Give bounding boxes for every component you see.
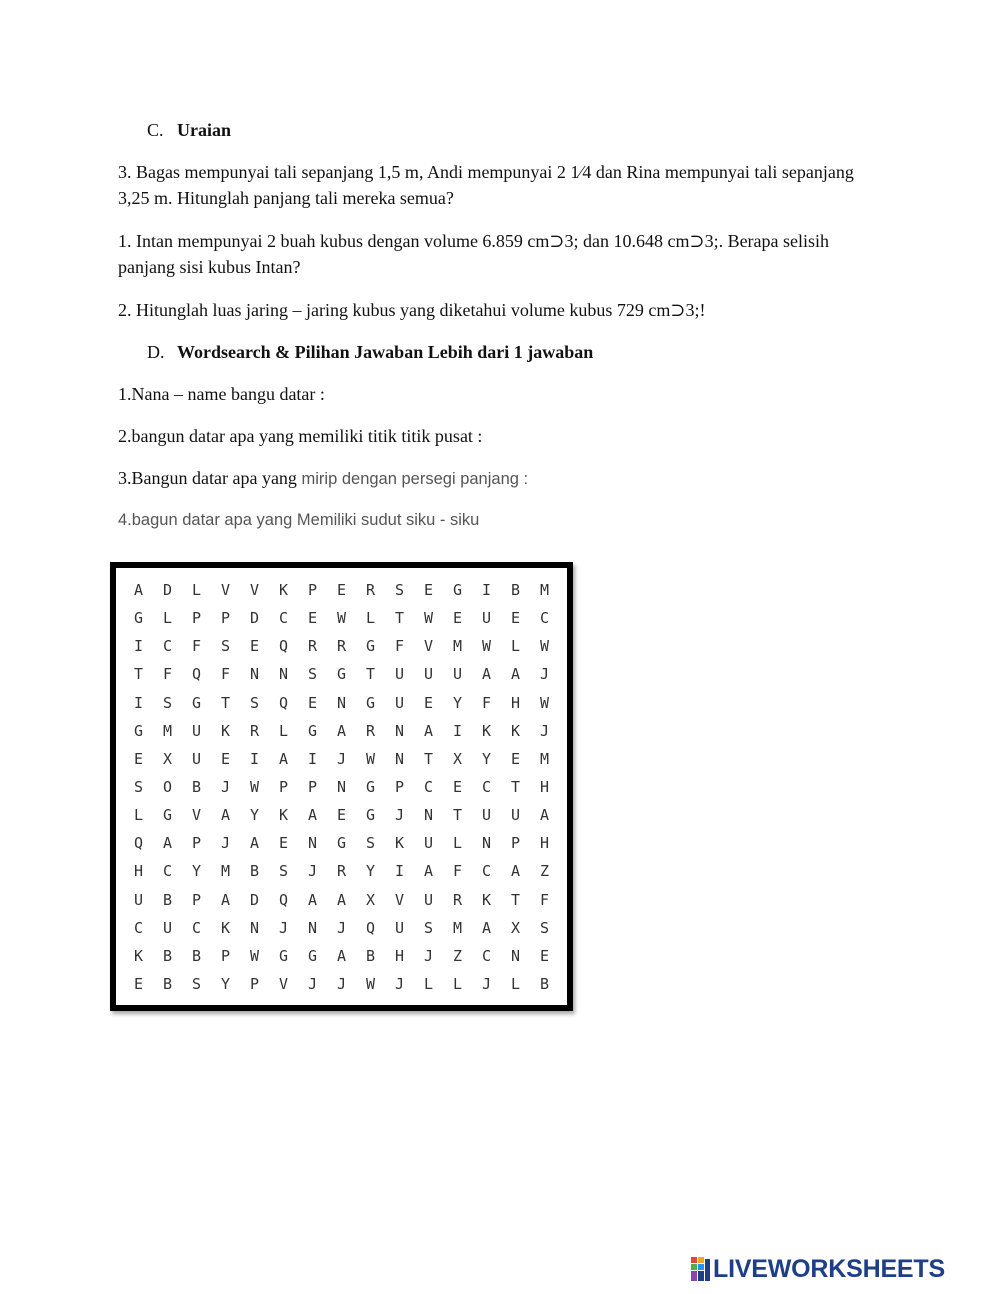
wordsearch-cell[interactable]: N xyxy=(307,918,318,937)
wordsearch-cell[interactable]: E xyxy=(452,777,463,796)
wordsearch-cell[interactable]: P xyxy=(191,834,202,853)
wordsearch-cell[interactable]: K xyxy=(481,890,492,909)
wordsearch-cell[interactable]: K xyxy=(220,918,231,937)
wordsearch-cell[interactable]: P xyxy=(191,890,202,909)
wordsearch-cell[interactable]: Y xyxy=(191,862,202,881)
wordsearch-cell[interactable]: B xyxy=(191,946,202,965)
wordsearch-cell[interactable]: S xyxy=(162,693,173,712)
wordsearch-cell[interactable]: E xyxy=(336,806,347,825)
wordsearch-cell[interactable]: S xyxy=(307,665,318,684)
wordsearch-cell[interactable]: J xyxy=(539,665,550,684)
wordsearch-cell[interactable]: W xyxy=(249,777,260,796)
wordsearch-cell[interactable]: F xyxy=(162,665,173,684)
wordsearch-cell[interactable]: E xyxy=(249,637,260,656)
wordsearch-cell[interactable]: R xyxy=(365,581,376,600)
liveworksheets-logo-text: LIVEWORKSHEETS xyxy=(713,1255,945,1283)
wordsearch-cell[interactable]: F xyxy=(191,637,202,656)
wordsearch-cell[interactable]: N xyxy=(394,721,405,740)
question-d-2: 2.bangun datar apa yang memiliki titik titik pusat : xyxy=(118,426,483,446)
wordsearch-cell[interactable]: G xyxy=(452,581,463,600)
wordsearch-cell[interactable]: S xyxy=(133,777,144,796)
wordsearch-cell[interactable]: I xyxy=(133,693,144,712)
wordsearch-cell[interactable]: A xyxy=(336,946,347,965)
wordsearch-cell[interactable]: W xyxy=(336,609,347,628)
wordsearch-cell[interactable]: I xyxy=(481,581,492,600)
wordsearch-cell[interactable]: A xyxy=(423,862,434,881)
wordsearch-cell[interactable]: L xyxy=(510,637,521,656)
wordsearch-cell[interactable]: A xyxy=(481,918,492,937)
wordsearch-cell[interactable]: E xyxy=(423,693,434,712)
wordsearch-cell[interactable]: K xyxy=(278,581,289,600)
wordsearch-cell[interactable]: Z xyxy=(452,946,463,965)
wordsearch-cell[interactable]: A xyxy=(249,834,260,853)
wordsearch-cell[interactable]: A xyxy=(220,890,231,909)
wordsearch-cell[interactable]: E xyxy=(510,609,521,628)
wordsearch-cell[interactable]: G xyxy=(278,946,289,965)
wordsearch-cell[interactable]: R xyxy=(365,721,376,740)
wordsearch-cell[interactable]: U xyxy=(162,918,173,937)
wordsearch-cell[interactable]: X xyxy=(162,749,173,768)
wordsearch-cell[interactable]: N xyxy=(307,834,318,853)
wordsearch-cell[interactable]: N xyxy=(394,749,405,768)
wordsearch-cell[interactable]: S xyxy=(539,918,550,937)
wordsearch-cell[interactable]: N xyxy=(249,918,260,937)
wordsearch-cell[interactable]: U xyxy=(133,890,144,909)
wordsearch-cell[interactable]: M xyxy=(539,749,550,768)
wordsearch-cell[interactable]: J xyxy=(336,749,347,768)
wordsearch-cell[interactable]: G xyxy=(133,721,144,740)
question-d-3 xyxy=(118,465,858,492)
wordsearch-cell[interactable]: F xyxy=(452,862,463,881)
wordsearch-cell[interactable]: G xyxy=(336,834,347,853)
wordsearch-cell[interactable]: M xyxy=(539,581,550,600)
wordsearch-cell[interactable]: R xyxy=(452,890,463,909)
wordsearch-cell[interactable]: B xyxy=(365,946,376,965)
wordsearch-cell[interactable]: T xyxy=(452,806,463,825)
wordsearch-cell[interactable]: S xyxy=(394,581,405,600)
wordsearch-cell[interactable]: B xyxy=(191,777,202,796)
wordsearch-cell[interactable]: A xyxy=(336,890,347,909)
liveworksheets-logo xyxy=(691,1255,945,1283)
wordsearch-cell[interactable]: J xyxy=(481,974,492,993)
wordsearch-cell[interactable]: A xyxy=(510,665,521,684)
question-c-2: 1. Intan mempunyai 2 buah kubus dengan volume 6.859 cm⊃3; dan 10.648 cm⊃3;. Berapa selisih panjang sisi kubus Intan? xyxy=(118,231,830,277)
wordsearch-cell[interactable]: P xyxy=(191,609,202,628)
wordsearch-cell[interactable]: Y xyxy=(220,974,231,993)
wordsearch-cell[interactable]: L xyxy=(510,974,521,993)
wordsearch-cell[interactable]: S xyxy=(249,693,260,712)
wordsearch-cell[interactable]: V xyxy=(191,806,202,825)
wordsearch-cell[interactable]: D xyxy=(249,609,260,628)
wordsearch-cell[interactable]: H xyxy=(539,834,550,853)
wordsearch-cell[interactable]: P xyxy=(510,834,521,853)
wordsearch-cell[interactable]: Y xyxy=(481,749,492,768)
wordsearch-cell[interactable]: E xyxy=(452,609,463,628)
wordsearch-cell[interactable]: N xyxy=(481,834,492,853)
wordsearch-cell[interactable]: C xyxy=(278,609,289,628)
wordsearch-cell[interactable]: U xyxy=(423,834,434,853)
wordsearch-cell[interactable]: M xyxy=(452,918,463,937)
wordsearch-cell[interactable]: I xyxy=(133,637,144,656)
wordsearch-cell[interactable]: K xyxy=(510,721,521,740)
wordsearch-cell[interactable]: C xyxy=(162,862,173,881)
wordsearch-cell[interactable]: T xyxy=(510,777,521,796)
wordsearch-cell[interactable]: K xyxy=(394,834,405,853)
wordsearch-cell[interactable]: K xyxy=(481,721,492,740)
wordsearch-cell[interactable]: P xyxy=(220,946,231,965)
question-c-3: 2. Hitunglah luas jaring – jaring kubus yang diketahui volume kubus 729 cm⊃3;! xyxy=(118,300,706,320)
wordsearch-cell[interactable]: G xyxy=(133,609,144,628)
wordsearch-cell[interactable]: Y xyxy=(365,862,376,881)
wordsearch-cell[interactable]: M xyxy=(220,862,231,881)
wordsearch-cell[interactable]: P xyxy=(249,974,260,993)
wordsearch-cell[interactable]: E xyxy=(133,749,144,768)
wordsearch-cell[interactable]: U xyxy=(191,721,202,740)
wordsearch-cell[interactable]: T xyxy=(394,609,405,628)
wordsearch-cell[interactable]: W xyxy=(365,974,376,993)
section-c-title: Uraian xyxy=(177,120,231,140)
wordsearch-cell[interactable]: S xyxy=(191,974,202,993)
wordsearch-cell[interactable]: G xyxy=(365,806,376,825)
wordsearch-cell[interactable]: K xyxy=(220,721,231,740)
wordsearch-cell[interactable]: W xyxy=(481,637,492,656)
wordsearch-cell[interactable]: J xyxy=(307,862,318,881)
wordsearch-cell[interactable]: U xyxy=(191,749,202,768)
wordsearch-cell[interactable]: E xyxy=(220,749,231,768)
wordsearch-cell[interactable]: E xyxy=(423,581,434,600)
wordsearch-cell[interactable]: V xyxy=(220,581,231,600)
section-d-letter: D. xyxy=(147,342,165,362)
wordsearch-cell[interactable]: W xyxy=(423,609,434,628)
wordsearch-cell[interactable]: S xyxy=(278,862,289,881)
wordsearch-cell[interactable]: U xyxy=(394,665,405,684)
wordsearch-cell[interactable]: G xyxy=(307,721,318,740)
wordsearch-cell[interactable]: X xyxy=(510,918,521,937)
wordsearch-cell[interactable]: U xyxy=(452,665,463,684)
wordsearch-cell[interactable]: F xyxy=(394,637,405,656)
question-d-3-sans: mirip dengan persegi panjang : xyxy=(296,470,529,488)
section-d-heading xyxy=(147,339,887,365)
wordsearch-cell[interactable]: Q xyxy=(191,665,202,684)
wordsearch-cell[interactable]: I xyxy=(394,862,405,881)
wordsearch-cell[interactable]: A xyxy=(336,721,347,740)
wordsearch-cell[interactable]: U xyxy=(510,806,521,825)
wordsearch-cell[interactable]: Q xyxy=(278,693,289,712)
wordsearch-cell[interactable]: H xyxy=(539,777,550,796)
wordsearch-cell[interactable]: N xyxy=(423,806,434,825)
wordsearch-cell[interactable]: C xyxy=(191,918,202,937)
wordsearch-cell[interactable]: J xyxy=(394,974,405,993)
section-d-title: Wordsearch & Pilihan Jawaban Lebih dari 1 jawaban xyxy=(177,342,594,362)
wordsearch-cell[interactable]: L xyxy=(278,721,289,740)
wordsearch-cell[interactable]: J xyxy=(307,974,318,993)
wordsearch-cell[interactable]: T xyxy=(365,665,376,684)
wordsearch-cell[interactable]: R xyxy=(336,862,347,881)
wordsearch-cell[interactable]: F xyxy=(220,665,231,684)
wordsearch-cell[interactable]: S xyxy=(365,834,376,853)
wordsearch-cell[interactable]: J xyxy=(336,974,347,993)
wordsearch-cell[interactable]: A xyxy=(220,806,231,825)
wordsearch-cell[interactable]: L xyxy=(133,806,144,825)
wordsearch-cell[interactable]: B xyxy=(510,581,521,600)
wordsearch-cell[interactable]: A xyxy=(307,806,318,825)
wordsearch-cell[interactable]: Y xyxy=(452,693,463,712)
wordsearch-cell[interactable]: W xyxy=(249,946,260,965)
wordsearch-cell[interactable]: P xyxy=(220,609,231,628)
wordsearch-cell[interactable]: C xyxy=(481,946,492,965)
wordsearch-cell[interactable]: E xyxy=(133,974,144,993)
wordsearch-cell[interactable]: A xyxy=(133,581,144,600)
wordsearch-cell[interactable]: A xyxy=(481,665,492,684)
wordsearch-cell[interactable]: J xyxy=(394,806,405,825)
question-d-1: 1.Nana – name bangu datar : xyxy=(118,384,325,404)
wordsearch-cell[interactable]: C xyxy=(133,918,144,937)
question-d-4: 4.bagun datar apa yang Memiliki sudut siku - siku xyxy=(118,511,480,529)
question-d-3-serif: 3.Bangun datar apa yang xyxy=(118,468,297,488)
wordsearch-cell[interactable]: G xyxy=(365,693,376,712)
wordsearch-cell[interactable]: W xyxy=(539,637,550,656)
wordsearch-cell[interactable]: F xyxy=(481,693,492,712)
wordsearch-cell[interactable]: S xyxy=(423,918,434,937)
wordsearch-cell[interactable]: R xyxy=(336,637,347,656)
wordsearch-cell[interactable]: Q xyxy=(278,637,289,656)
wordsearch-cell[interactable]: F xyxy=(539,890,550,909)
wordsearch-cell[interactable]: L xyxy=(191,581,202,600)
wordsearch-cell[interactable]: A xyxy=(423,721,434,740)
wordsearch-cell[interactable]: P xyxy=(307,581,318,600)
section-c-heading xyxy=(147,117,887,143)
wordsearch-cell[interactable]: E xyxy=(539,946,550,965)
wordsearch-cell[interactable]: A xyxy=(510,862,521,881)
wordsearch-cell[interactable]: O xyxy=(162,777,173,796)
wordsearch-cell[interactable]: C xyxy=(539,609,550,628)
wordsearch-cell[interactable]: B xyxy=(162,890,173,909)
wordsearch-cell[interactable]: U xyxy=(394,918,405,937)
wordsearch-cell[interactable]: E xyxy=(307,693,318,712)
wordsearch-cell[interactable]: Y xyxy=(249,806,260,825)
wordsearch-cell[interactable]: U xyxy=(481,609,492,628)
wordsearch-cell[interactable]: V xyxy=(249,581,260,600)
wordsearch-grid xyxy=(110,562,573,1011)
wordsearch-cell[interactable]: T xyxy=(423,749,434,768)
wordsearch-cell[interactable]: G xyxy=(336,665,347,684)
wordsearch-cell[interactable]: L xyxy=(365,609,376,628)
liveworksheets-logo-icon xyxy=(691,1257,711,1281)
wordsearch-cell[interactable]: D xyxy=(249,890,260,909)
wordsearch-cell[interactable]: B xyxy=(539,974,550,993)
wordsearch-cell[interactable]: I xyxy=(452,721,463,740)
wordsearch-cell[interactable]: N xyxy=(510,946,521,965)
wordsearch-cell[interactable]: G xyxy=(191,693,202,712)
wordsearch-cell[interactable]: E xyxy=(510,749,521,768)
wordsearch-cell[interactable]: L xyxy=(423,974,434,993)
wordsearch-cell[interactable]: S xyxy=(220,637,231,656)
wordsearch-cell[interactable]: H xyxy=(133,862,144,881)
wordsearch-cell[interactable]: I xyxy=(307,749,318,768)
wordsearch-cell[interactable]: K xyxy=(278,806,289,825)
wordsearch-cell[interactable]: T xyxy=(220,693,231,712)
wordsearch-cell[interactable]: X xyxy=(452,749,463,768)
wordsearch-cell[interactable]: A xyxy=(539,806,550,825)
wordsearch-cell[interactable]: V xyxy=(423,637,434,656)
wordsearch-cell[interactable]: J xyxy=(423,946,434,965)
wordsearch-cell[interactable]: U xyxy=(423,890,434,909)
wordsearch-cell[interactable]: G xyxy=(307,946,318,965)
wordsearch-cell[interactable]: J xyxy=(220,834,231,853)
wordsearch-cell[interactable]: N xyxy=(278,665,289,684)
wordsearch-cell[interactable]: C xyxy=(423,777,434,796)
wordsearch-cell[interactable]: L xyxy=(162,609,173,628)
wordsearch-cell[interactable]: C xyxy=(481,862,492,881)
wordsearch-cell[interactable]: J xyxy=(539,721,550,740)
wordsearch-cell[interactable]: Q xyxy=(133,834,144,853)
wordsearch-cell[interactable]: R xyxy=(249,721,260,740)
wordsearch-cell[interactable]: B xyxy=(162,946,173,965)
wordsearch-cell[interactable]: U xyxy=(423,665,434,684)
wordsearch-cell[interactable]: I xyxy=(249,749,260,768)
wordsearch-cell[interactable]: V xyxy=(278,974,289,993)
wordsearch-cell[interactable]: J xyxy=(278,918,289,937)
wordsearch-cell[interactable]: Q xyxy=(278,890,289,909)
wordsearch-cell[interactable]: J xyxy=(220,777,231,796)
wordsearch-cell[interactable]: P xyxy=(394,777,405,796)
wordsearch-cell[interactable]: G xyxy=(162,806,173,825)
wordsearch-cell[interactable]: B xyxy=(162,974,173,993)
wordsearch-cell[interactable]: T xyxy=(133,665,144,684)
wordsearch-cell[interactable]: Q xyxy=(365,918,376,937)
wordsearch-cell[interactable]: T xyxy=(510,890,521,909)
wordsearch-cell[interactable]: R xyxy=(307,637,318,656)
wordsearch-cell[interactable]: X xyxy=(365,890,376,909)
wordsearch-cell[interactable]: U xyxy=(481,806,492,825)
wordsearch-cell[interactable]: C xyxy=(481,777,492,796)
wordsearch-cell[interactable]: H xyxy=(510,693,521,712)
wordsearch-cell[interactable]: G xyxy=(365,637,376,656)
wordsearch-cell[interactable]: A xyxy=(278,749,289,768)
wordsearch-cell[interactable]: E xyxy=(278,834,289,853)
wordsearch-cell[interactable]: D xyxy=(162,581,173,600)
wordsearch-cell[interactable]: V xyxy=(394,890,405,909)
wordsearch-cell[interactable]: P xyxy=(307,777,318,796)
wordsearch-cell[interactable]: B xyxy=(249,862,260,881)
wordsearch-cell[interactable]: J xyxy=(336,918,347,937)
wordsearch-cell[interactable]: L xyxy=(452,974,463,993)
wordsearch-cell[interactable]: M xyxy=(162,721,173,740)
wordsearch-cell[interactable]: N xyxy=(336,777,347,796)
wordsearch-cell[interactable]: K xyxy=(133,946,144,965)
wordsearch-cell[interactable]: A xyxy=(307,890,318,909)
wordsearch-cell[interactable]: E xyxy=(336,581,347,600)
wordsearch-cell[interactable]: H xyxy=(394,946,405,965)
wordsearch-cell[interactable]: Z xyxy=(539,862,550,881)
wordsearch-cell[interactable]: N xyxy=(336,693,347,712)
wordsearch-cell[interactable]: W xyxy=(539,693,550,712)
wordsearch-cell[interactable]: U xyxy=(394,693,405,712)
wordsearch-cell[interactable]: A xyxy=(162,834,173,853)
wordsearch-cell[interactable]: M xyxy=(452,637,463,656)
wordsearch-cell[interactable]: N xyxy=(249,665,260,684)
wordsearch-cell[interactable]: L xyxy=(452,834,463,853)
wordsearch-cell[interactable]: G xyxy=(365,777,376,796)
section-c-letter: C. xyxy=(147,120,164,140)
wordsearch-cell[interactable]: P xyxy=(278,777,289,796)
question-c-1: 3. Bagas mempunyai tali sepanjang 1,5 m, Andi mempunyai 2 1⁄4 dan Rina mempunyai tali sepanjang 3,25 m. Hitunglah panjang tali mereka semua? xyxy=(118,162,854,208)
wordsearch-cell[interactable]: W xyxy=(365,749,376,768)
wordsearch-cell[interactable]: E xyxy=(307,609,318,628)
wordsearch-cell[interactable]: C xyxy=(162,637,173,656)
